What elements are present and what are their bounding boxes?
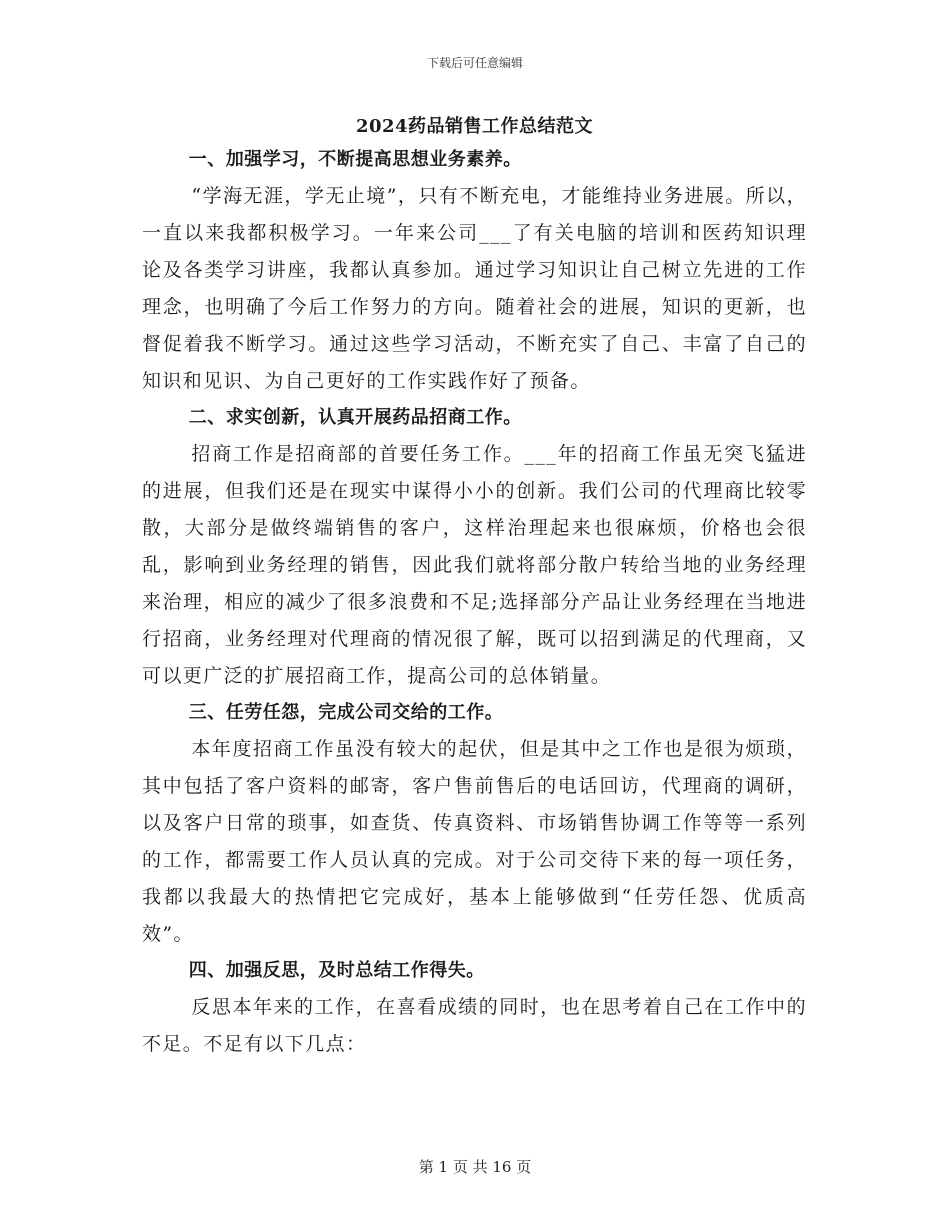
section-3 [142,695,807,953]
section-4 [142,953,807,1063]
section-heading: 四、加强反思，及时总结工作得失。 [188,960,485,981]
section-1 [142,142,807,400]
header-note: 下载后可任意编辑 [426,56,523,70]
section-heading: 三、任劳任怨，完成公司交给的工作。 [188,702,504,723]
section-paragraph: 招商工作是招商部的首要任务工作。___年的招商工作虽无突飞猛进的进展，但我们还是在现实中谋得小小的创新。我们公司的代理商比较零散，大部分是做终端销售的客户，这样治理起来也很麻烦，价格也会很乱，影响到业务经理的销售，因此我们就将部分散户转给当地的业务经理来治理，相应的减少了很多浪费和不足;选择部分产品让业务经理在当地进行招商，业务经理对代理商的情况很了解，既可以招到满足的代理商，又可以更广泛的扩展招商工作，提高公司的总体销量。 [142,443,807,687]
section-paragraph: 本年度招商工作虽没有较大的起伏，但是其中之工作也是很为烦琐，其中包括了客户资料的邮寄，客户售前售后的电话回访，代理商的调研，以及客户日常的琐事，如查货、传真资料、市场销售协调工作等等一系列的工作，都需要工作人员认真的完成。对于公司交待下来的每一项任务，我都以我最大的热情把它完成好，基本上能够做到“任劳任怨、优质高效”。 [142,738,807,945]
document-title: 2024药品销售工作总结范文 [355,116,594,137]
section-2 [142,400,807,695]
page-indicator: 第 1 页 共 16 页 [418,1158,532,1176]
section-paragraph: 反思本年来的工作，在喜看成绩的同时，也在思考着自己在工作中的不足。不足有以下几点： [142,996,807,1055]
section-heading: 一、加强学习，不断提高思想业务素养。 [188,149,522,170]
section-paragraph: “学海无涯，学无止境”，只有不断充电，才能维持业务进展。所以，一直以来我都积极学习。一年来公司___了有关电脑的培训和医药知识理论及各类学习讲座，我都认真参加。通过学习知识让自己树立先进的工作理念，也明确了今后工作努力的方向。随着社会的进展，知识的更新，也督促着我不断学习。通过这些学习活动，不断充实了自己、丰富了自己的知识和见识、为自己更好的工作实践作好了预备。 [142,185,807,392]
document-body [142,112,807,1063]
section-heading: 二、求实创新，认真开展药品招商工作。 [188,407,522,428]
